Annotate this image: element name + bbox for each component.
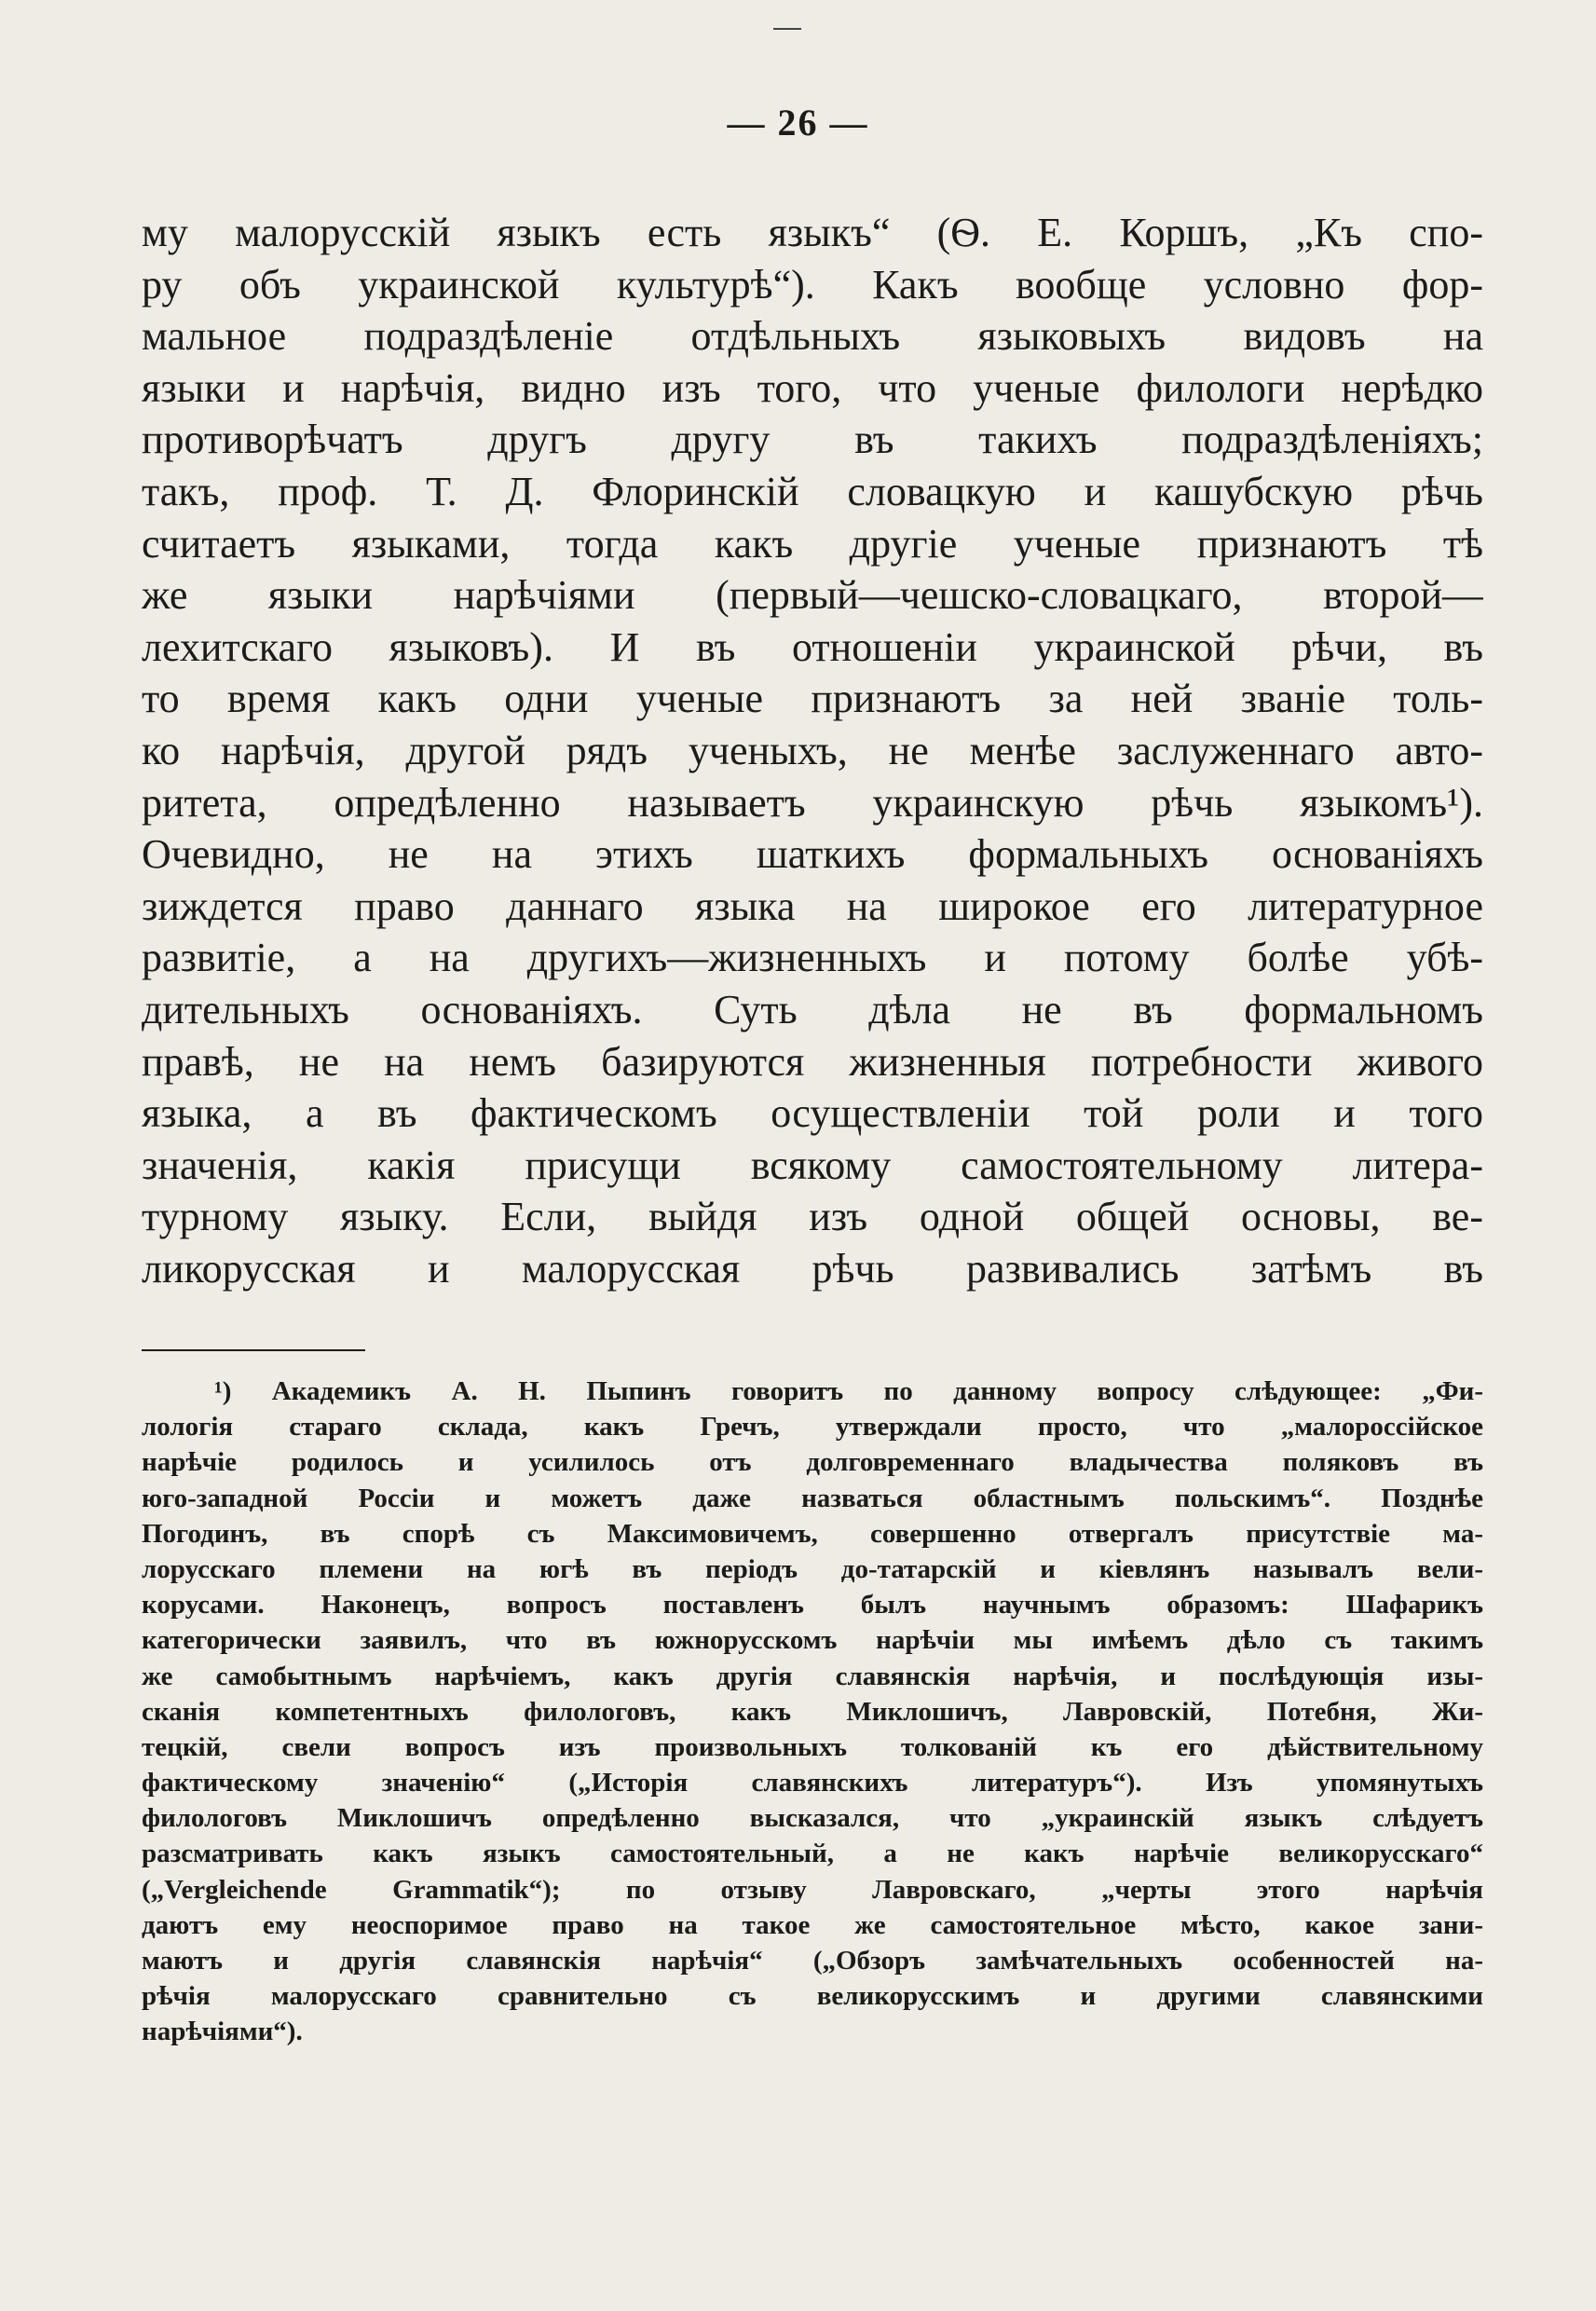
footnote-line: юго-западной Россіи и можетъ даже назваться областнымъ польскимъ“. Позднѣе bbox=[142, 1483, 1483, 1513]
footnote-divider bbox=[142, 1349, 365, 1351]
text-line: ру объ украинской культурѣ“). Какъ вообще условно фор- bbox=[142, 261, 1483, 308]
top-margin-mark bbox=[773, 28, 801, 30]
text-line: му малорусскій языкъ есть языкъ“ (Ѳ. Е. Коршъ, „Къ спо- bbox=[142, 210, 1483, 255]
text-line: ко нарѣчія, другой рядъ ученыхъ, не менѣе заслуженнаго авто- bbox=[142, 727, 1483, 773]
footnote-line: нарѣчіями“). bbox=[142, 2017, 303, 2047]
text-line: ритета, опредѣленно называетъ украинскую рѣчь языкомъ¹). bbox=[142, 779, 1483, 826]
text-line: развитіе, а на другихъ—жизненныхъ и потому болѣе убѣ- bbox=[142, 935, 1483, 981]
footnote-line: ¹) Академикъ А. Н. Пыпинъ говоритъ по данному вопросу слѣдующее: „Фи- bbox=[214, 1376, 1483, 1406]
footnote-line: рѣчія малорусскаго сравнительно съ великорусскимъ и другими славянскими bbox=[142, 1981, 1483, 2012]
page-number: — 26 — bbox=[727, 102, 869, 144]
text-line: такъ, проф. Т. Д. Флоринскій словацкую и кашубскую рѣчь bbox=[142, 468, 1483, 514]
text-line: Очевидно, не на этихъ шаткихъ формальныхъ основаніяхъ bbox=[142, 831, 1483, 878]
footnote-line: тецкій, свели вопросъ изъ произвольныхъ толкованій къ его дѣйствительному bbox=[142, 1731, 1483, 1762]
text-line: языка, а въ фактическомъ осуществленіи той роли и того bbox=[142, 1090, 1483, 1137]
footnote-line: даютъ ему неоспоримое право на такое же самостоятельное мѣсто, какое зани- bbox=[142, 1909, 1483, 1940]
text-line: языки и нарѣчія, видно изъ того, что ученые филологи нерѣдко bbox=[142, 364, 1483, 411]
text-line: значенія, какія присущи всякому самостоятельному литера- bbox=[142, 1142, 1483, 1188]
footnote-line: лорусскаго племени на югѣ въ періодъ до-татарскій и кіевлянъ называлъ вели- bbox=[142, 1553, 1483, 1584]
text-line: мальное подраздѣленіе отдѣльныхъ языковыхъ видовъ на bbox=[142, 313, 1483, 360]
footnote-line: же самобытнымъ нарѣчіемъ, какъ другія славянскія нарѣчія, и послѣдующія изы- bbox=[142, 1661, 1483, 1691]
footnote-line: фактическому значенію“ („Исторія славянскихъ литературъ“). Изъ упомянутыхъ bbox=[142, 1768, 1483, 1798]
text-line: ликорусская и малорусская рѣчь развивались затѣмъ въ bbox=[142, 1245, 1483, 1292]
text-line: правѣ, не на немъ базируются жизненныя потребности живого bbox=[142, 1038, 1483, 1085]
text-line: зиждется право даннаго языка на широкое его литературное bbox=[142, 882, 1483, 929]
text-line: лехитскаго языковъ). И въ отношеніи украинской рѣчи, въ bbox=[142, 623, 1483, 670]
text-line: то время какъ одни ученые признаютъ за ней званіе толь- bbox=[142, 676, 1483, 722]
footnote-block bbox=[142, 1374, 1483, 2050]
footnote-line: маютъ и другія славянскія нарѣчія“ („Обзоръ замѣчательныхъ особенностей на- bbox=[142, 1946, 1483, 1976]
footnote-line: филологовъ Миклошичъ опредѣленно высказался, что „украинскій языкъ слѣдуетъ bbox=[142, 1803, 1483, 1834]
text-line: дительныхъ основаніяхъ. Суть дѣла не въ формальномъ bbox=[142, 986, 1483, 1032]
text-line: турному языку. Если, выйдя изъ одной общей основы, ве- bbox=[142, 1194, 1483, 1240]
main-text-block bbox=[142, 207, 1483, 1294]
footnote-line: категорически заявилъ, что въ южнорусскомъ нарѣчіи мы имѣемъ дѣло съ такимъ bbox=[142, 1625, 1483, 1656]
footnote-line: („Vergleichende Grammatik“); по отзыву Лавровскаго, „черты этого нарѣчія bbox=[142, 1874, 1483, 1905]
footnote-line: лологія стараго склада, какъ Гречъ, утверждали просто, что „малороссійское bbox=[142, 1412, 1483, 1443]
footnote-line: разсматривать какъ языкъ самостоятельный, а не какъ нарѣчіе великорусскаго“ bbox=[142, 1839, 1483, 1869]
text-line: же языки нарѣчіями (первый—чешско-словацкаго, второй— bbox=[142, 572, 1483, 619]
text-line: считаетъ языками, тогда какъ другіе ученые признаютъ тѣ bbox=[142, 520, 1483, 567]
footnote-line: корусами. Наконецъ, вопросъ поставленъ былъ научнымъ образомъ: Шафарикъ bbox=[142, 1590, 1483, 1620]
footnote-line: Погодинъ, въ спорѣ съ Максимовичемъ, совершенно отвергалъ присутствіе ма- bbox=[142, 1518, 1483, 1549]
text-line: противорѣчатъ другъ другу въ такихъ подраздѣленіяхъ; bbox=[142, 417, 1483, 463]
footnote-line: сканія компетентныхъ филологовъ, какъ Миклошичъ, Лавровскій, Потебня, Жи- bbox=[142, 1696, 1483, 1727]
footnote-line: нарѣчіе родилось и усилилось отъ долговременнаго владычества поляковъ въ bbox=[142, 1447, 1483, 1478]
